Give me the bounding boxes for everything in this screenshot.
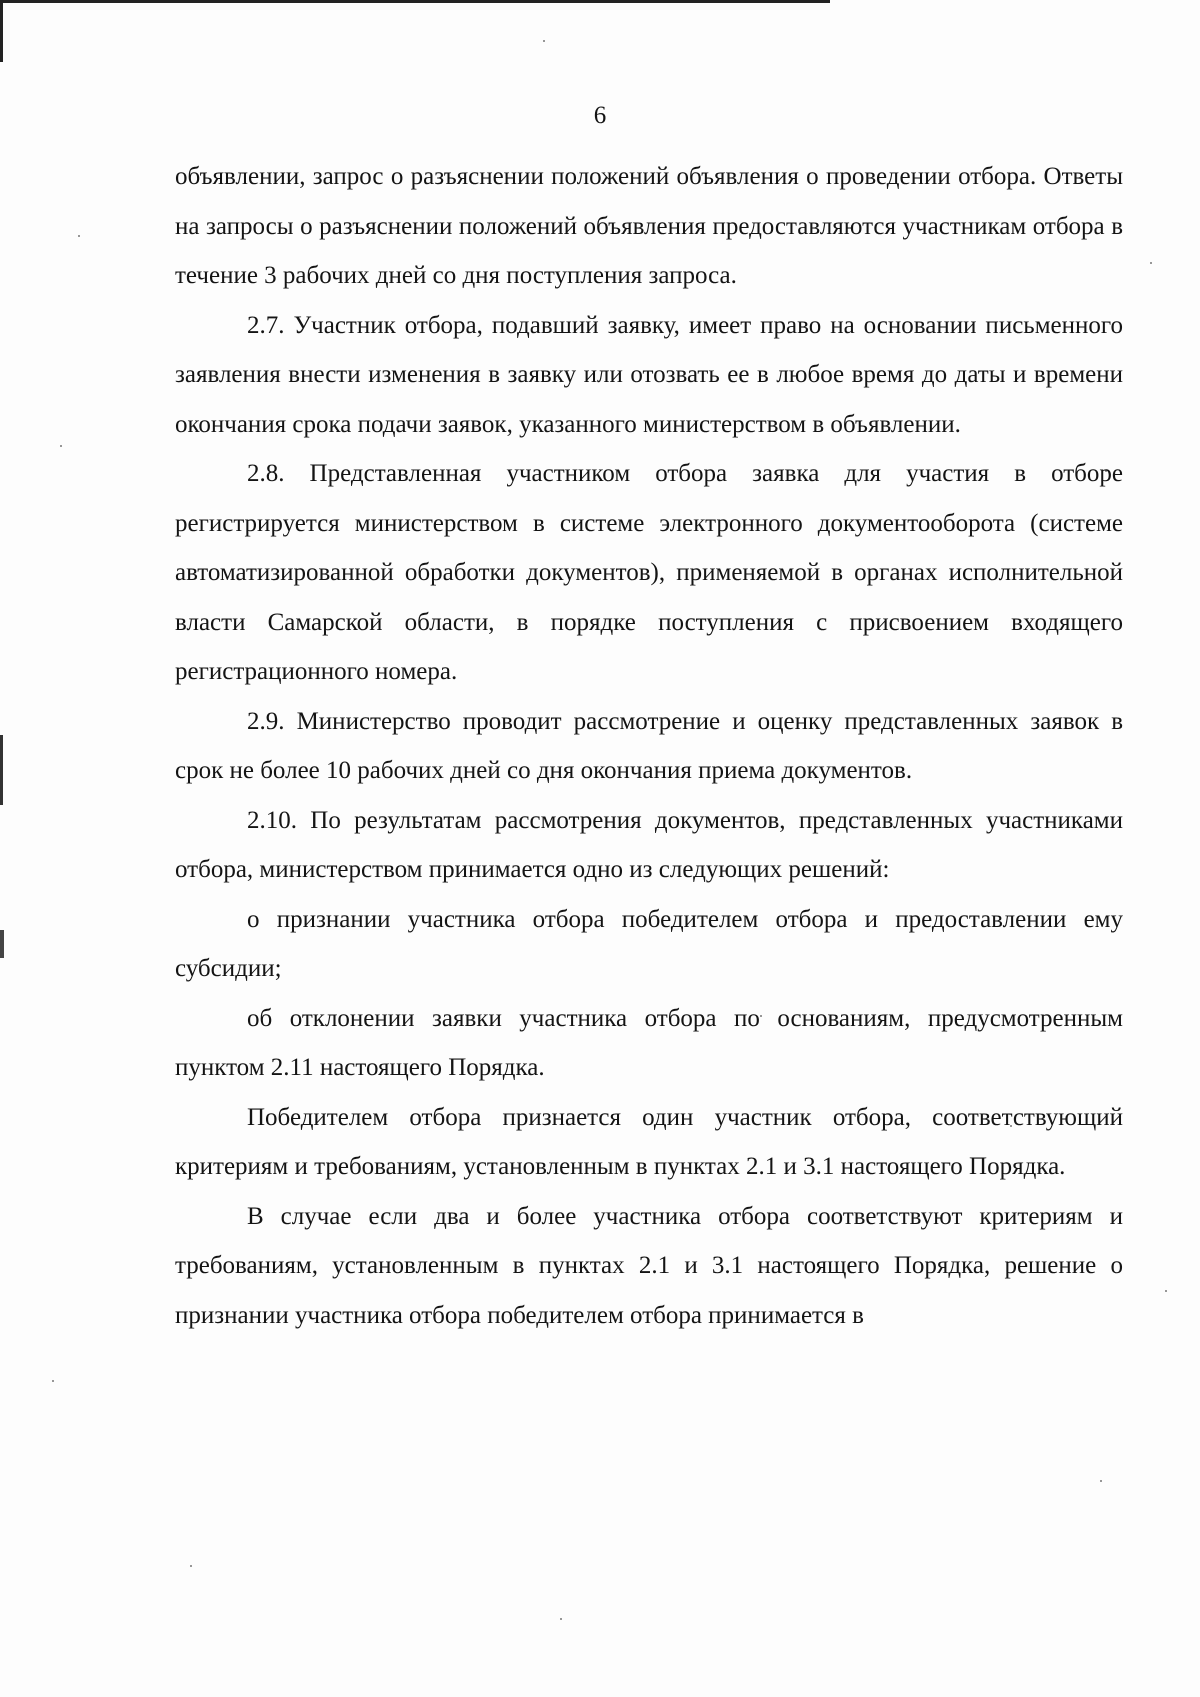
scan-speck: [543, 40, 545, 42]
paragraph: Победителем отбора признается один участник отбора, соответствующий критериям и требованиям, установленным в пунктах 2.1 и 3.1 настоящего Порядка.: [175, 1103, 1123, 1180]
paragraph: о признании участника отбора победителем отбора и предоставлении ему субсидии;: [175, 905, 1123, 982]
scan-edge-mark: [0, 930, 4, 958]
scan-speck: [560, 1618, 562, 1620]
scan-speck: [1165, 1290, 1167, 1292]
paragraph: об отклонении заявки участника отбора по основаниям, предусмотренным пунктом 2.11 настоящего Порядка.: [175, 1004, 1123, 1081]
scan-speck: [190, 1565, 192, 1567]
scan-speck: [1100, 1480, 1102, 1482]
document-body: [175, 152, 1123, 1340]
paragraph: 2.7. Участник отбора, подавший заявку, имеет право на основании письменного заявления внести изменения в заявку или отозвать ее в любое время до даты и времени окончания срока подачи заявок, указанного министерством в объявлении.: [175, 311, 1123, 438]
scan-edge-mark: [0, 735, 3, 805]
scan-speck: [52, 1380, 54, 1382]
paragraph: 2.10. По результатам рассмотрения документов, представленных участниками отбора, министерством принимается одно из следующих решений:: [175, 806, 1123, 883]
scan-edge-top: [0, 0, 830, 3]
paragraph: 2.9. Министерство проводит рассмотрение и оценку представленных заявок в срок не более 10 рабочих дней со дня окончания приема документов.: [175, 707, 1123, 784]
scan-speck: [1150, 262, 1152, 264]
page-number: 6: [593, 102, 607, 129]
paragraph: 2.8. Представленная участником отбора заявка для участия в отборе регистрируется министерством в системе электронного документооборота (системе автоматизированной обработки документов), применяемой в органах исполнительной власти Самарской области, в порядке поступления с присвоением входящего регистрационного номера.: [175, 460, 1123, 685]
scan-speck: [60, 445, 62, 447]
paragraph: объявлении, запрос о разъяснении положений объявления о проведении отбора. Ответы на запросы о разъяснении положений объявления предоставляются участникам отбора в течение 3 рабочих дней со дня поступления запроса.: [175, 163, 1123, 289]
scan-edge-left: [0, 0, 3, 62]
scan-speck: [78, 235, 80, 237]
paragraph: В случае если два и более участника отбора соответствуют критериям и требованиям, установленным в пунктах 2.1 и 3.1 настоящего Порядка, решение о признании участника отбора победителем отбора принимается в: [175, 1202, 1123, 1329]
